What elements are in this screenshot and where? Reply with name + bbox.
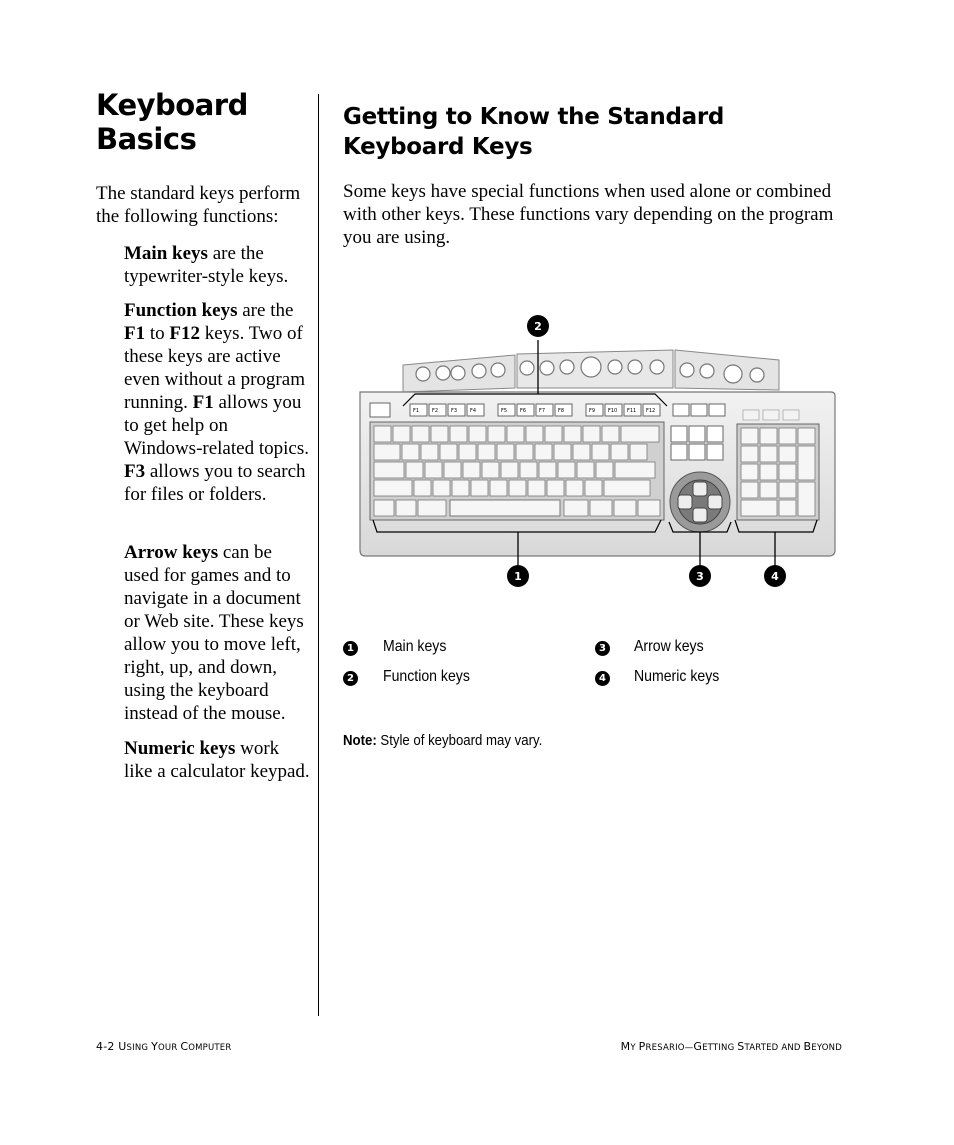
fkey-label: F7	[539, 408, 546, 414]
key	[450, 426, 467, 442]
fk-f1: F1	[124, 323, 146, 344]
key	[535, 444, 552, 460]
legend-num-4: 4	[595, 671, 610, 686]
legend-function-keys: Function keys	[383, 668, 470, 685]
key	[585, 480, 602, 496]
legend-num-2: 2	[343, 671, 358, 686]
numpad-key	[760, 428, 777, 444]
numpad-key	[779, 482, 796, 498]
key	[412, 426, 429, 442]
fr-e: G	[693, 1040, 703, 1053]
key	[564, 500, 588, 516]
keyboard-illustration	[355, 310, 840, 590]
spacebar	[450, 500, 560, 516]
main-keys-description	[124, 242, 310, 288]
fl-e: OUR	[158, 1043, 181, 1053]
callout-3-label: 3	[696, 570, 704, 583]
numpad-key	[760, 446, 777, 462]
numpad-key	[798, 428, 815, 444]
function-keys-description	[124, 299, 310, 506]
numeric-keys-term: Numeric keys	[124, 738, 236, 759]
numpad-key	[779, 446, 796, 462]
fk-f12: F12	[169, 323, 200, 344]
key	[596, 462, 613, 478]
esc-key	[370, 403, 390, 417]
fk-f3: F3	[124, 461, 146, 482]
legend-arrow-keys: Arrow keys	[634, 638, 704, 655]
key	[374, 426, 391, 442]
fk-text-b: keys. Two of these keys are active even without a program running.	[124, 323, 305, 413]
key	[393, 426, 410, 442]
footer-left	[96, 1040, 231, 1053]
numeric-keys-text: work like a calculator keypad.	[124, 738, 310, 782]
key	[602, 426, 619, 442]
main-keys-term: Main keys	[124, 243, 208, 264]
key	[604, 480, 650, 496]
fr-i: B	[803, 1040, 812, 1053]
key	[402, 444, 419, 460]
left-intro: The standard keys perform the following functions:	[96, 183, 301, 227]
key	[539, 462, 556, 478]
fkey-label: F2	[432, 408, 439, 414]
numpad-key	[760, 464, 777, 480]
fl-c: SING	[126, 1043, 152, 1053]
arrow-key-pad	[670, 472, 730, 532]
numpad-key	[779, 428, 796, 444]
key	[463, 462, 480, 478]
key	[528, 480, 545, 496]
note	[343, 732, 542, 749]
fr-b: Y	[630, 1043, 639, 1053]
fr-h: TARTED AND	[744, 1043, 804, 1053]
fr-g: S	[737, 1040, 745, 1053]
fr-a: M	[620, 1040, 631, 1053]
fl-d: Y	[151, 1040, 159, 1053]
key	[444, 462, 461, 478]
fkey-label: F8	[558, 408, 565, 414]
callout-2-label: 2	[534, 320, 542, 333]
numpad-key	[741, 428, 758, 444]
key	[590, 500, 612, 516]
key	[507, 426, 524, 442]
key	[459, 444, 476, 460]
key	[396, 500, 416, 516]
arrow-left-key	[678, 495, 692, 509]
key	[452, 480, 469, 496]
key	[433, 480, 450, 496]
note-label: Note:	[343, 732, 377, 749]
arrow-keys-text: can be used for games and to navigate in a document or Web site. These keys allow you to move left, right, up, and down, using the keyboard instead of the mouse.	[124, 542, 304, 724]
key	[577, 462, 594, 478]
fkey-label: F4	[470, 408, 477, 414]
key	[573, 444, 590, 460]
arrow-keys-term: Arrow keys	[124, 542, 219, 563]
fk-f1b: F1	[192, 392, 214, 413]
fk-text-d: allows you to search for files or folders.	[124, 461, 306, 505]
legend-num-3: 3	[595, 641, 610, 656]
arrow-down-key	[693, 508, 707, 522]
numpad-key	[798, 446, 815, 480]
key	[611, 444, 628, 460]
callout-1	[507, 565, 529, 587]
key	[374, 444, 400, 460]
numpad-key	[741, 500, 777, 516]
callout-1-label: 1	[514, 570, 522, 583]
hotkey-bar	[403, 350, 779, 392]
fkey-label: F9	[589, 408, 596, 414]
key	[425, 462, 442, 478]
fkey-label: F3	[451, 408, 458, 414]
fkey-label: F1	[413, 408, 420, 414]
right-intro: Some keys have special functions when used alone or combined with other keys. These functions vary depending on the program you are using.	[343, 181, 834, 248]
right-section-title	[343, 102, 823, 162]
key	[630, 444, 647, 460]
fkey-label: F5	[501, 408, 508, 414]
key	[374, 500, 394, 516]
legend-num-1: 1	[343, 641, 358, 656]
fr-j: EYOND	[811, 1043, 842, 1053]
fr-f: ETTING	[702, 1043, 738, 1053]
key	[478, 444, 495, 460]
callout-4-label: 4	[771, 570, 779, 583]
right-title-line2: Keyboard Keys	[343, 134, 533, 160]
arrow-right-key	[708, 495, 722, 509]
main-keys-text: are the typewriter-style keys.	[124, 243, 289, 287]
key	[614, 500, 636, 516]
key	[547, 480, 564, 496]
fkey-label: F10	[608, 408, 618, 414]
callout-2	[527, 315, 549, 337]
key	[526, 426, 543, 442]
left-section-title	[96, 88, 306, 156]
column-divider	[318, 94, 319, 1016]
fkey-label: F11	[627, 408, 637, 414]
key	[440, 444, 457, 460]
key	[621, 426, 659, 442]
system-keys	[673, 404, 725, 416]
key	[490, 480, 507, 496]
key	[431, 426, 448, 442]
fkey-label: F6	[520, 408, 527, 414]
footer-right	[621, 1040, 842, 1053]
key	[501, 462, 518, 478]
fr-c: P	[638, 1040, 646, 1053]
fl-g: OMPUTER	[188, 1043, 232, 1053]
left-title-line2: Basics	[96, 122, 197, 156]
key	[516, 444, 533, 460]
fl-b: U	[118, 1040, 127, 1053]
key	[592, 444, 609, 460]
numeric-keys-description	[124, 737, 310, 783]
legend-main-keys: Main keys	[383, 638, 447, 655]
function-keys-term: Function keys	[124, 300, 238, 321]
key	[414, 480, 431, 496]
key	[564, 426, 581, 442]
main-key-area	[370, 422, 664, 520]
fk-text-a: are the	[237, 300, 294, 321]
right-title-line1: Getting to Know the Standard	[343, 104, 725, 130]
arrow-keys-description	[124, 541, 310, 725]
key	[638, 500, 660, 516]
numpad-key	[779, 500, 796, 516]
numpad-key	[760, 482, 777, 498]
key	[374, 462, 404, 478]
fkey-label: F12	[646, 408, 656, 414]
fk-text-c: allows you to get help on Windows-related topics.	[124, 392, 309, 459]
numpad-key	[798, 482, 815, 516]
key	[497, 444, 514, 460]
numpad-key	[779, 464, 796, 480]
arrow-up-key	[693, 482, 707, 496]
fr-d: RESARIO—	[645, 1043, 694, 1053]
fl-f: C	[180, 1040, 189, 1053]
numpad-key	[741, 446, 758, 462]
callout-4	[764, 565, 786, 587]
numpad-key	[741, 464, 758, 480]
key	[421, 444, 438, 460]
key	[558, 462, 575, 478]
key	[374, 480, 412, 496]
numeric-keypad	[737, 410, 819, 520]
key	[418, 500, 446, 516]
key	[509, 480, 526, 496]
note-text: Style of keyboard may vary.	[376, 732, 543, 749]
key	[566, 480, 583, 496]
fl-a: 4-2	[96, 1040, 119, 1053]
key	[482, 462, 499, 478]
key	[471, 480, 488, 496]
numpad-key	[741, 482, 758, 498]
key	[469, 426, 486, 442]
fk-to: to	[145, 323, 170, 344]
legend-numeric-keys: Numeric keys	[634, 668, 720, 685]
key	[520, 462, 537, 478]
key	[583, 426, 600, 442]
left-title-line1: Keyboard	[96, 88, 248, 122]
key	[554, 444, 571, 460]
callout-3	[689, 565, 711, 587]
key	[406, 462, 423, 478]
key	[488, 426, 505, 442]
key	[545, 426, 562, 442]
key	[615, 462, 655, 478]
